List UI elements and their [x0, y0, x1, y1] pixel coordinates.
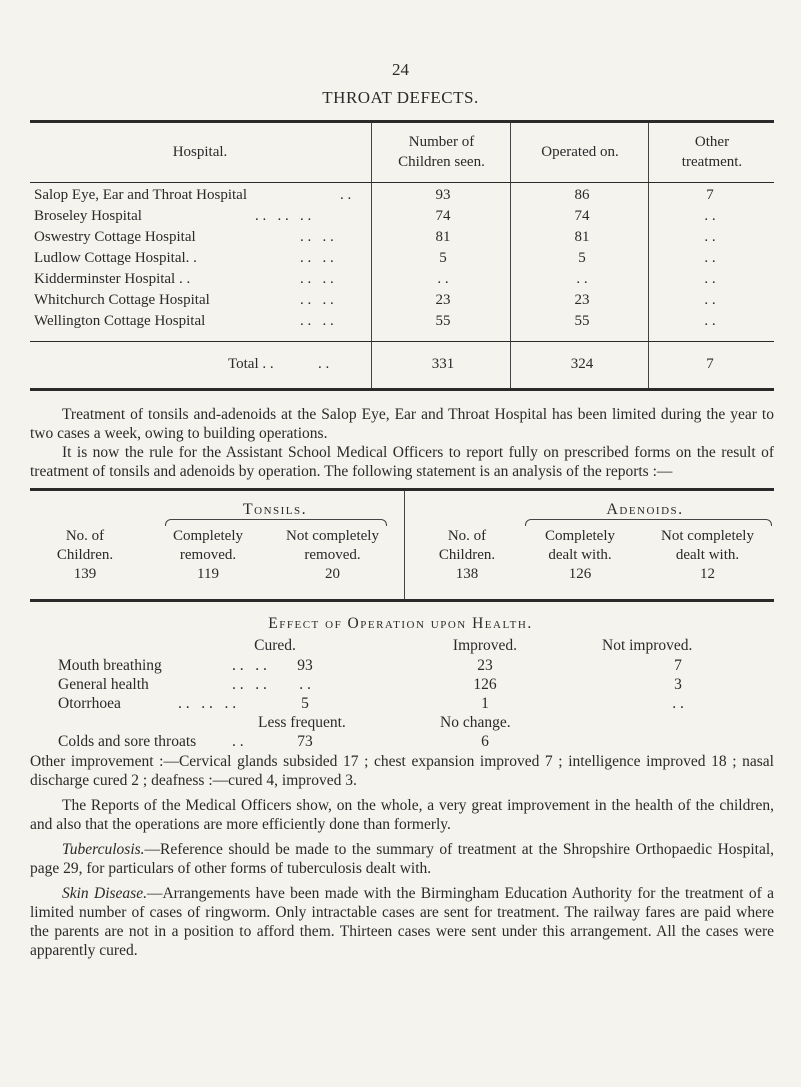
col-value: 119 [197, 566, 219, 582]
col-cured: Cured. [254, 637, 296, 654]
hospital-name: Broseley Hospital [34, 208, 142, 224]
effect-label: Otorrhoea [58, 695, 121, 712]
header-rule [30, 182, 774, 183]
adenoids-not-completely-dealt [640, 527, 775, 584]
page-title: THROAT DEFECTS. [322, 88, 479, 107]
column-divider [404, 491, 405, 599]
leader-dots: . . . . [232, 676, 267, 693]
col-heading: dealt with. [548, 547, 612, 563]
paragraph-tonsils-treatment: Treatment of tonsils and-adenoids at the Salop Eye, Ear and Throat Hospital has been limited during the year to two cases a week, owing to building operations. [30, 406, 774, 442]
adenoids-brace [525, 519, 772, 526]
other-treatment: . . [704, 313, 716, 329]
col-heading: Not completely [661, 528, 754, 544]
table-top-rule [30, 120, 774, 123]
hospital-name: Whitchurch Cottage Hospital [34, 292, 210, 308]
total-label: Total . . [228, 356, 274, 372]
adenoids-title: Adenoids. [606, 501, 684, 518]
paragraph-reports-summary: The Reports of the Medical Officers show, on the whole, a very great improvement in the health of the children, and also that the operations are more efficiently done than formerly. [30, 797, 774, 833]
effect-improved: 23 [477, 657, 493, 674]
col-heading: Completely [173, 528, 243, 544]
col-heading: removed. [179, 547, 237, 563]
col-less-frequent: Less frequent. [258, 714, 346, 731]
header-hospital: Hospital. [172, 144, 228, 160]
total-other: 7 [706, 356, 714, 372]
children-seen: 55 [435, 313, 451, 329]
effect-not-improved: . . [672, 695, 684, 712]
adenoids-completely-dealt [520, 527, 640, 584]
tonsils-no-children [30, 527, 140, 584]
leader-dots: . . . . [300, 292, 334, 308]
tonsils-completely-removed [148, 527, 268, 584]
leader-dots: . . [318, 356, 330, 372]
children-seen: 81 [435, 229, 451, 245]
col-heading: Children. [56, 547, 114, 563]
col-not-improved: Not improved. [602, 637, 693, 654]
children-seen: 23 [435, 292, 451, 308]
effect-cured: . . [299, 676, 311, 693]
table-row [0, 229, 801, 248]
total-operated: 324 [570, 356, 594, 372]
total-seen: 331 [431, 356, 455, 372]
other-treatment: . . [704, 208, 716, 224]
skin-disease-heading: Skin Disease. [62, 885, 147, 902]
header-other-line2: treatment. [681, 154, 743, 170]
col-heading: removed. [304, 547, 361, 563]
other-treatment: . . [704, 271, 716, 287]
hospital-name: Kidderminster Hospital . . [34, 271, 191, 287]
col-heading: dealt with. [675, 547, 740, 563]
other-treatment: . . [704, 292, 716, 308]
effect-label: General health [58, 676, 149, 693]
effect-no-change: 6 [481, 733, 489, 750]
col-heading: Children. [438, 547, 496, 563]
effect-label: Mouth breathing [58, 657, 162, 674]
effect-not-improved: 7 [674, 657, 682, 674]
leader-dots: . . . . [232, 657, 267, 674]
other-treatment: . . [704, 250, 716, 266]
col-improved: Improved. [452, 637, 518, 654]
tuberculosis-heading: Tuberculosis. [62, 841, 145, 858]
table-bottom-rule [30, 388, 774, 391]
header-operated: Operated on. [541, 144, 619, 160]
header-other-line1: Other [694, 134, 730, 150]
operated-on: . . [576, 271, 588, 287]
leader-dots: . . [340, 187, 352, 203]
effect-cured: 93 [297, 657, 313, 674]
hospital-name: Ludlow Cottage Hospital. . [34, 250, 197, 266]
other-treatment: 7 [706, 187, 714, 203]
paragraph-other-improvement: Other improvement :—Cervical glands subsided 17 ; chest expansion improved 7 ; intelligence improved 18 ; nasal discharge cured 2 ; deafness :—cured 4, improved 3. [30, 753, 774, 789]
leader-dots: . . . . . . [178, 695, 237, 712]
effect-label: Colds and sore throats [58, 733, 197, 750]
col-value: 12 [700, 566, 715, 582]
tonsils-not-completely-removed [265, 527, 400, 584]
leader-dots: . . . . . . [255, 208, 312, 224]
col-value: 139 [73, 566, 97, 582]
col-heading: Completely [545, 528, 615, 544]
paragraph-reporting-rule: It is now the rule for the Assistant School Medical Officers to report fully on prescribed forms on the result of treatment of tonsils and adenoids by operation. The following statement is an analysis of the reports :— [30, 444, 774, 480]
paragraph-skin-disease [30, 884, 774, 960]
children-seen: . . [437, 271, 449, 287]
hospital-name: Salop Eye, Ear and Throat Hospital [34, 187, 248, 203]
hospital-name: Wellington Cottage Hospital [34, 313, 206, 329]
table-top-rule [30, 488, 774, 491]
operated-on: 74 [574, 208, 590, 224]
col-heading: No. of [447, 528, 487, 544]
tonsils-brace [165, 519, 387, 526]
leader-dots: . . . . [300, 271, 334, 287]
table-row [0, 208, 801, 227]
hospital-name: Oswestry Cottage Hospital [34, 229, 196, 245]
tonsils-title: Tonsils. [242, 501, 308, 518]
header-other-treatment [650, 132, 774, 172]
other-treatment: . . [704, 229, 716, 245]
effect-improved: 1 [481, 695, 489, 712]
leader-dots: . . . . [300, 313, 334, 329]
table-row [0, 313, 801, 332]
table-bottom-rule [30, 599, 774, 602]
operated-on: 81 [574, 229, 590, 245]
operated-on: 86 [574, 187, 590, 203]
table-row [0, 292, 801, 311]
effect-title: Effect of Operation upon Health. [268, 615, 533, 632]
leader-dots: . . [232, 733, 244, 750]
leader-dots: . . . . [300, 250, 334, 266]
col-value: 126 [568, 566, 592, 582]
total-row [0, 356, 801, 375]
children-seen: 93 [435, 187, 451, 203]
col-no-change: No change. [440, 714, 511, 731]
effect-cured: 5 [301, 695, 309, 712]
operated-on: 5 [578, 250, 586, 266]
col-heading: Not completely [286, 528, 379, 544]
effect-less-frequent: 73 [297, 733, 313, 750]
leader-dots: . . . . [300, 229, 334, 245]
col-heading: No. of [65, 528, 105, 544]
col-value: 138 [455, 566, 479, 582]
children-seen: 74 [435, 208, 451, 224]
effect-not-improved: 3 [674, 676, 682, 693]
tuberculosis-text: —Reference should be made to the summary of treatment at the Shropshire Orthopaedic Hospital, page 29, for particulars of other forms of tuberculosis dealt with. [30, 841, 774, 877]
total-rule [30, 341, 774, 342]
table-row [0, 271, 801, 290]
header-children-seen-line2: Children seen. [398, 154, 485, 170]
page-number: 24 [392, 60, 409, 79]
effect-improved: 126 [473, 676, 497, 693]
skin-disease-text: —Arrangements have been made with the Birmingham Education Authority for the treatment of a limited number of cases of ringworm. Only intractable cases are sent for treatment. The railway fares are paid where the parents are not in a position to afford them. Thirteen cases were sent under this arrangement. All the cases were apparently cured. [30, 885, 774, 959]
children-seen: 5 [439, 250, 447, 266]
operated-on: 23 [574, 292, 590, 308]
adenoids-no-children [412, 527, 522, 584]
paragraph-tuberculosis [30, 840, 774, 878]
header-children-seen [373, 132, 510, 172]
col-value: 20 [325, 566, 340, 582]
header-children-seen-line1: Number of [408, 134, 475, 150]
table-row [0, 250, 801, 269]
operated-on: 55 [574, 313, 590, 329]
table-row [0, 187, 801, 206]
